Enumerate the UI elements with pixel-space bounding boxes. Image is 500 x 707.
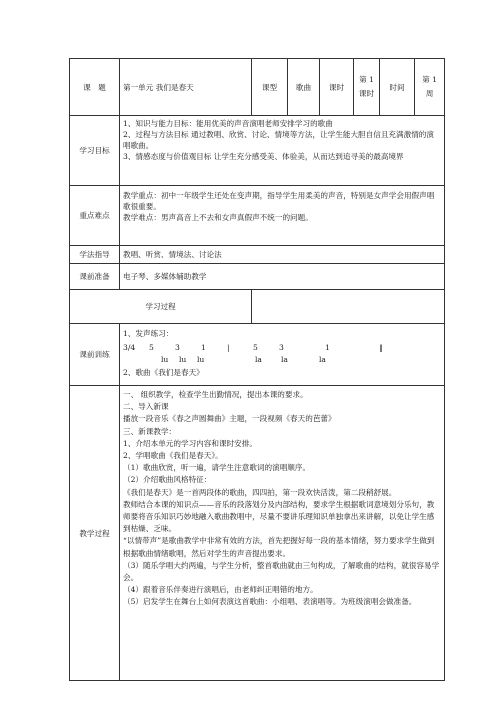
note: 5 [253,343,258,352]
prep-label: 课前准备 [70,264,120,290]
syllable: la [255,355,262,364]
note: 1 [201,343,206,352]
vocal-exercise-heading: 1、发声练习： [123,329,174,338]
prep-value: 电子琴、多媒体辅助教学 [120,264,445,290]
teaching-step: （4）跟着音乐伴奏进行演唱后，由老师纠正唱错的地方。 [123,585,318,595]
syllable: la [319,355,326,364]
method-row [70,246,445,264]
notation-row [123,342,441,353]
time-label: 时间 [380,59,415,116]
teaching-row [70,386,445,681]
note-time-signature: 3/4 [123,343,136,352]
song-title-line: 2、歌曲《我们是春天》 [123,368,204,377]
teaching-step: 二、导入新课 [123,402,169,412]
process-title: 学习过程 [70,290,252,324]
goals-row [70,116,445,186]
pretraining-label: 课前训练 [70,324,120,386]
subject-label [70,59,120,116]
teaching-step: 2、学唱歌曲《我们是春天》。 [123,451,223,461]
goal-1: 1、知识与能力目标：能用优美的声音演唱老师安排学习的歌曲 [123,119,333,128]
period-value: 第 1 课时 [354,59,380,116]
end-bar-line: ‖ [379,343,383,352]
goal-3: 3、情感态度与价值观目标 让学生充分感受美、体验美，从而达到追寻美的最高境界 [123,152,404,161]
prep-row [70,264,445,290]
bar-line: | [227,343,230,352]
method-value: 教唱、听赏、情境法、讨论法 [120,246,445,264]
syllable: lu [197,355,205,364]
keypoint-difficulty: 教学难点：男声高音上不去和女声真假声不统一的问题。 [123,213,313,222]
teaching-step: 一、 组织教学，检查学生出勤情况，提出本课的要求。 [123,390,308,399]
period-label: 课时 [320,59,354,116]
teaching-step: 1、介绍本单元的学习内容和课时安排。 [123,438,257,448]
type-label: 课型 [252,59,288,116]
pretraining-content [120,324,445,386]
keypoints-content [120,186,445,246]
teaching-step: （5）启发学生在舞台上如何表演这首歌曲：小组唱、表演唱等。为班级演唱会做准备。 [123,597,417,607]
goal-2: 2、过程与方法目标 通过教唱、欣赏、讨论、情境等方法，让学生能大胆自信且充满激情的演唱歌曲。 [123,130,434,150]
subject-value: 第一单元 我们是春天 [120,59,252,116]
goals-content [120,116,445,186]
note: 5 [149,343,154,352]
type-value: 歌曲 [288,59,320,116]
teaching-step: “以情带声”是歌曲教学中非常有效的方法，首先把握好每一段的基本情绪，努力要求学生做到根据歌曲情绪歌唱，然后对学生的声音提出要求。 [123,536,435,558]
time-value: 第 1 周 [415,59,445,116]
teaching-step: （3）随乐学唱大约两遍，与学生分析，整首歌曲就由三句构成，了解歌曲的结构，就很容易学会。 [123,560,440,583]
header-row [70,59,445,116]
process-title-row [70,290,445,324]
note: 1 [325,343,330,352]
teaching-step: 教师结合本课的知识点——音乐的段落划分及内部结构，要求学生根据歌词意境划分乐句，教师要将音乐知识巧妙地融入歌曲教唱中，尽量不要讲乐理知识单独拿出来讲解，以免让学生感到枯燥、乏味。 [123,499,435,534]
teaching-step: （1）歌曲欣赏，听一遍，请学生注意歌词的演唱顺序。 [123,463,311,473]
syllable-row [123,354,441,365]
process-title-blank [252,290,445,324]
lesson-plan-table [69,58,445,681]
keypoints-label: 重点难点 [70,186,120,246]
keypoints-row [70,186,445,246]
keypoint-focus: 教学重点：初中一年级学生还处在变声期，指导学生用柔美的声音，特别是女声学会用假声唱歌很重要。 [123,191,435,211]
syllable: lu [161,355,169,364]
syllable: la [281,355,288,364]
syllable: lu [179,355,187,364]
teaching-step: （2）介绍歌曲风格特征： [123,475,212,485]
teaching-label: 教学过程 [70,386,120,681]
teaching-step: 播放一段音乐《春之声圆舞曲》主题，一段视频《春天的芭蕾》 [123,414,336,424]
subject-label-text: 课 题 [83,82,106,92]
method-label: 学法指导 [70,246,120,264]
teaching-content [120,386,445,681]
teaching-step: 《我们是春天》是一首两段体的歌曲，四四拍，第一段欢快活泼，第二段稍舒展。 [123,487,397,497]
pretraining-row [70,324,445,386]
goals-label: 学习目标 [70,116,120,186]
teaching-step: 三、新课教学： [123,426,177,436]
note: 3 [175,343,180,352]
note: 3 [279,343,284,352]
lesson-plan-sheet [69,58,444,681]
